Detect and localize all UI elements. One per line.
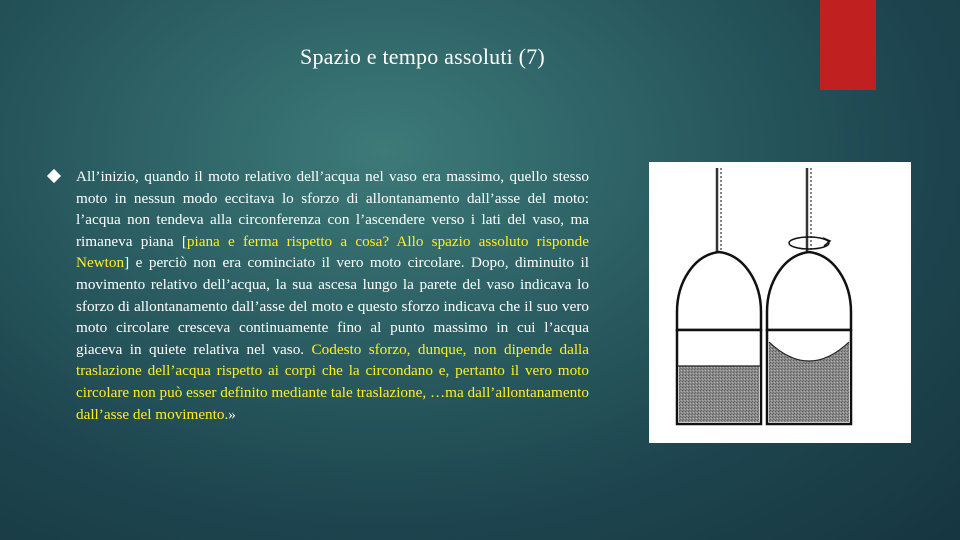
- paragraph-highlight-1: piana e ferma rispetto a cosa? Allo spazio assoluto risponde Newton: [76, 232, 589, 272]
- bucket-left-handle: [677, 252, 761, 330]
- slide-title: Spazio e tempo assoluti (7): [300, 44, 545, 69]
- bullet-diamond-icon: [47, 169, 61, 183]
- bucket-spinning: [767, 168, 851, 424]
- water-flat: [679, 366, 759, 422]
- paragraph-part-1: All’inizio, quando il moto relativo dell’acqua nel vaso era massimo, quello stesso moto in nessun modo eccitava lo sforzo di allontanamento dall’asse del moto: l’acqua non tendeva alla circonferenza con l’ascendere verso i lati del vaso, ma rimaneva piana [: [76, 168, 589, 250]
- paragraph-part-3: »: [228, 405, 236, 423]
- bucket-right-handle: [767, 252, 851, 330]
- bucket-experiment-figure: [649, 162, 911, 443]
- paragraph-part-2: ] e perciò non era cominciato il vero moto circolare. Dopo, diminuito il movimento relativo dell’acqua, la sua ascesa lungo la parete del vaso indicava lo sforzo di allontanamento dall’asse del moto e questo sforzo indicava che il suo vero moto circolare cresceva continuamente fino al punto massimo in cui l’acqua giaceva in quiete relativa nel vaso.: [76, 254, 589, 358]
- bucket-experiment-illustration: [649, 162, 911, 443]
- bucket-at-rest: [677, 168, 761, 424]
- paragraph-highlight-2: Codesto sforzo, dunque, non dipende dalla traslazione dell’acqua rispetto ai corpi che la circondano e, pertanto il vero moto circolare non può esser definito mediante tale traslazione, …ma dall’allontanamento dall’asse del movimento.: [76, 340, 590, 423]
- body-paragraph: [76, 166, 589, 425]
